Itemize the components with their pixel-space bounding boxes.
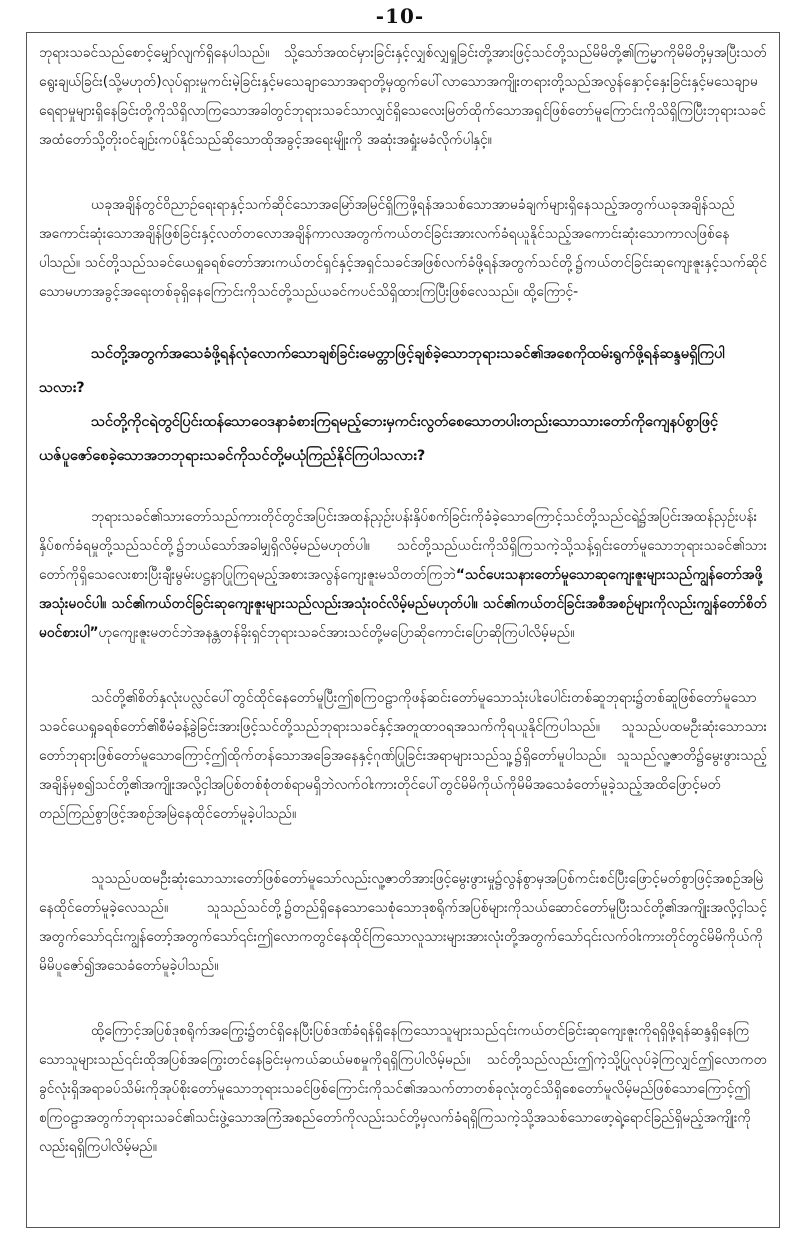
paragraph-gap	[39, 307, 767, 337]
paragraph-1: ဘုရားသခင်သည်စောင့်မျှော်လျက်ရှိနေပါသည်။ သို့သော်အထင်မှားခြင်းနှင့်လျှစ်လျှရှုခြင်းတို့အားဖြင့်သင်တို့သည်မိမိတို့၏ကြမ္မာကိုမိမိတို့မှအပြီးသတ်ရွေးချယ်ခြင်း(သို့မဟုတ်)လုပ်ရှားမှုကင်းမဲ့ခြင်းနှင့်မသေချာသောအရာတို့မှထွက်ပေါ်လာသောအကျိုးတရားတို့သည်အလွန်နှောင့်နှေးခြင်းနှင့်မသေချာမရေရာမှုများရှိနေခြင်းတို့ကိုသိရှိလာကြသောအခါတွင်ဘုရားသခင်သာလျှင်ရှိသေလေးမြတ်ထိုက်သောအရှင်ဖြစ်တော်မူကြောင်းကိုသိရှိကြပြီးဘုရားသခင်အထံတော်သို့တိုးဝင်ချဉ်းကပ်နိုင်သည်ဆိုသောထိုအခွင့်အရေးမျိုးကို အဆုံးအရှုံးမခံလိုက်ပါနှင့်။	[39, 45, 767, 148]
paragraph-3	[39, 503, 767, 648]
paragraph-3-quote: “သင်ပေးသနားတော်မူသောဆုကျေးဇူးများသည်ကျွန်တော်အဖို့အသုံးမဝင်ပါ။ သင်၏ကယ်တင်ခြင်းဆုကျေးဇူးများသည်လည်းအသုံးဝင်လိမ့်မည်မဟုတ်ပါ။ သင်၏ကယ်တင်ခြင်းအစီအစဉ်များကိုလည်းကျွန်တော်စိတ်မဝင်စားပါ”	[39, 567, 767, 641]
question-1: သင်တို့အတွက်အသေခံဖို့ရန်လုံလောက်သောချစ်ခြင်းမေတ္တာဖြင့်ချစ်ခဲ့သောဘုရားသခင်၏အစေကိုထမ်းရွက်ဖို့ရန်ဆန္ဒမရှိကြပါသလား?	[39, 346, 725, 396]
paragraph-4: သင်တို့၏စိတ်နှလုံးပလ္လင်ပေါ်တွင်ထိုင်နေတော်မူပြီးဤစကြဝဠာကိုဖန်ဆင်းတော်မူသောသုံးပါးပေါင်းတစ်ဆူဘုရား၌တစ်ဆူဖြစ်တော်မူသောသခင်ယေရှုခရစ်တော်၏စီမံခန့်ခွဲခြင်းအားဖြင့်သင်တို့သည်ဘုရားသခင်နှင့်အတူထာဝရအသက်ကိုရယူနိုင်ကြပါသည်။ သူသည်ပထမဦးဆုံးသောသားတော်ဘုရားဖြစ်တော်မူသောကြောင့်ဤထိုက်တန်သောအခြေအနေနှင့်ဂုဏ်ပြုခြင်းအရာများသည်သူ့၌ရှိတော်မူပါသည်။ သူသည်လူ့ဇာတိ၌မွေးဖွားသည့်အချိန်မှစ၍သင်တို့၏အကျိုးအလို့ငှါအပြစ်တစ်စုံတစ်ရာမရှိဘဲလက်ဝါးကားတိုင်ပေါ်တွင်မိမိကိုယ်ကိုမိမိအသေခံတော်မူခဲ့သည့်အထိဖြောင့်မတ်တည်ကြည်စွာဖြင့်အစဉ်အမြဲနေထိုင်တော်မူခဲ့ပါသည်။	[39, 690, 767, 822]
paragraph-gap	[39, 648, 767, 684]
paragraph-5: သူသည်ပထမဦးဆုံးသောသားတော်ဖြစ်တော်မူသော်လည်းလူ့ဇာတိအားဖြင့်မွေးဖွားမှု၌လွန်စွာမှအပြစ်ကင်းစင်ပြီးဖြောင့်မတ်စွာဖြင့်အစဉ်အမြဲနေထိုင်တော်မူခဲ့လေသည်။ သူသည်သင်တို့၌တည်ရှိနေသောသေစုံသောဒုစရိုက်အပြစ်များကိုသယ်ဆောင်တော်မူပြီးသင်တို့၏အကျိုးအလို့ငှါသင့်အတွက်သော်၎င်းကျွန်တော့်အတွက်သော်၎င်းဤလောကတွင်နေထိုင်ကြသောလူသားများအားလုံးတို့အတွက်သော်၎င်းလက်ဝါးကားတိုင်တွင်မိမိကိုယ်ကိုမိမိပူဇော်၍အသေခံတော်မူခဲ့ပါသည်။	[39, 871, 767, 974]
paragraph-3-lead: ဘုရားသခင်၏သားတော်သည်ကားတိုင်တွင်အပြင်းအထန်ညှဉ်းပန်းနှိပ်စက်ခြင်းကိုခံခဲ့သောကြောင့်သင်တို့သည်ငရဲ၌အပြင်းအထန်ညှဉ်းပန်းနှိပ်စက်ခံရမှုတို့သည်သင်တို့၌ဘယ်သော်အခါမျှရှိလိမ့်မည်မဟုတ်ပါ။ သင်တို့သည်ယင်းကိုသိရှိကြသကဲ့သို့သန့်ရှင်းတော်မူသောဘုရားသခင်၏သားတော်ကိုရှိသေလေးစားပြီးချီးမွမ်းပဋ္ဌနာပြုကြရမည့်အစားအလွန်ကျေးဇူးမသိတတ်ကြဘဲ	[39, 509, 767, 583]
paragraph-gap	[39, 155, 767, 191]
paragraph-3-tail: ဟုကျေးဇူးမတင်ဘဲအနန္တတန်ခိုးရှင်ဘုရားသခင်အားသင်တို့မပြောဆိုကောင်းပြောဆိုကြပါလိမ့်မည်။	[98, 625, 575, 641]
paragraph-gap	[39, 473, 767, 503]
paragraph-gap	[39, 829, 767, 865]
page-number: -10-	[375, 4, 425, 28]
question-2: သင်တို့ကိုငရဲတွင်ပြင်းထန်သောဝေဒနာခံစားကြရမည့်ဘေးမှကင်းလွတ်စေသောတပါးတည်းသောသားတော်ကိုကျေနပ်စွာဖြင့်ယဇ်ပူဇော်စေခဲ့သောအဘဘုရားသခင်ကိုသင်တို့မယုံကြည်နိုင်ကြပါသလား?	[39, 414, 719, 464]
page-frame	[26, 32, 780, 1228]
paragraph-2: ယခုအချိန်တွင်ဝိညာဉ်ရေးရာနှင့်သက်ဆိုင်သောအမြော်အမြင်ရှိကြဖို့ရန်အသစ်သောအာမခံချက်များရှိနေသည့်အတွက်ယခုအချိန်သည်အကောင်းဆုံးသောအချိန်ဖြစ်ခြင်းနှင့်လတ်တလောအချိန်ကာလအတွက်ကယ်တင်ခြင်းအားလက်ခံရယူနိုင်သည့်အကောင်းဆုံးသောကာလဖြစ်နေပါသည်။ သင်တို့သည်သခင်ယေရှုခရစ်တော်အားကယ်တင်ရှင်နှင့်အရှင်သခင်အဖြစ်လက်ခံဖို့ရန်အတွက်သင်တို့၌ကယ်တင်ခြင်းဆုကျေးဇူးနှင့်သက်ဆိုင်သောမဟာအခွင့်အရေးတစ်ခုရှိနေကြောင်းကိုသင်တို့သည်ယခင်ကပင်သိရှိထားကြပြီးဖြစ်လေသည်။ ထို့ကြောင့်-	[39, 197, 767, 300]
paragraph-gap	[39, 981, 767, 1017]
paragraph-6: ထို့ကြောင့်အပြစ်ဒုစရိုက်အကြွေး၌တင်ရှိနေပြီးပြစ်ဒဏ်ခံရန်ရှိနေကြသောသူများသည်၎င်းကယ်တင်ခြင်းဆုကျေးဇူးကိုရရှိဖို့ရန်ဆန္ဒရှိနေကြသောသူများသည်၎င်းထိုအပြစ်အကြွေးတင်နေခြင်းမှကယ်ဆယ်မစမှုကိုရရှိကြပါလိမ့်မည်။ သင်တို့သည်လည်းဤကဲ့သို့ပြုလုပ်ခဲ့ကြလျှင်ဤလောကတခွင်လုံးရှိအရာခပ်သိမ်းကိုအုပ်စိုးတော်မူသောဘုရားသခင်ဖြစ်ကြောင်းကိုသင်၏အသက်တာတစ်ခုလုံးတွင်သိရှိစေတော်မူလိမ့်မည်ဖြစ်သောကြောင့်ဤစကြဝဠာအတွက်ဘုရားသခင်၏သင်းဖွဲ့သောအကြံအစည်တော်ကိုလည်းသင်တို့မှလက်ခံရရှိကြသကဲ့သို့အသစ်သောဖော့ရဲ့ရောင်ခြည်ရှိမည့်အကျိုးကိုလည်းရရှိကြပါလိမ့်မည်။	[39, 1023, 767, 1155]
